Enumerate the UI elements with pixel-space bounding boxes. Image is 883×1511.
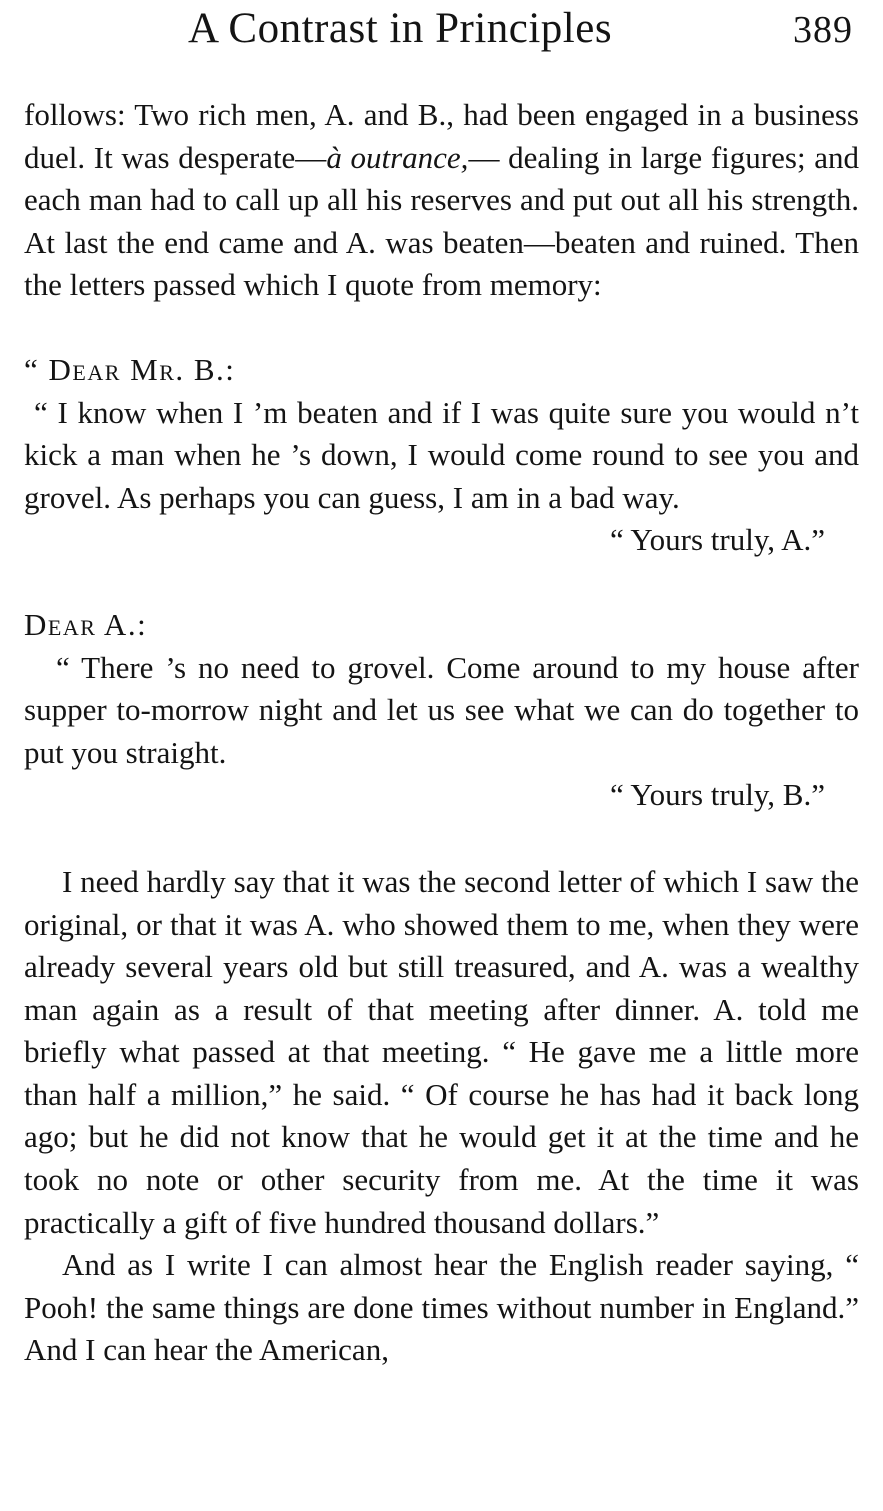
page-header — [0, 4, 883, 56]
paragraph-second-letter: I need hardly say that it was the second letter of which I saw the original, or that it was A. who showed them to me, when they were already several years old but still treasured, and A. was a wealthy man again as a result of that meeting after dinner. A. told me briefly what passed at that meeting. “ He gave me a little more than half a million,” he said. “ Of course he has had it back long ago; but he did not know that he would get it at the time and he took no note or other security from me. At the time it was practically a gift of five hundred thousand dollars.” — [24, 863, 859, 1240]
letter-two-salutation: Dear A.: — [24, 606, 148, 642]
letter-one-body: “ I know when I ’m beaten and if I was quite sure you would n’t kick a man when he ’s down, I would come round to see you and grovel. As perhaps you can guess, I am in a bad way. — [24, 394, 859, 515]
running-title: A Contrast in Principles — [188, 5, 613, 52]
paragraph-opening-rest: — dealing in large figures; and each man had to call up all his reserves and put out all his strength. At last the end came and A. was beaten—beaten and ruined. Then the letters passed which I quote from memory: — [24, 139, 859, 303]
paragraph-opening — [24, 94, 859, 307]
letter-one-signature: “ Yours truly, A.” — [609, 522, 825, 558]
letter-two-body: “ There ’s no need to grovel. Come around to my house after supper to-morrow night and let us see what we can do together to put you straight. — [24, 649, 859, 770]
paragraph-opening-text: follows: Two rich men, A. and B., had been engaged in a business duel. It was desperate— — [24, 97, 859, 175]
page-body — [24, 94, 859, 1372]
letter-two-signature: “ Yours truly, B.” — [609, 777, 825, 813]
paragraph-english-reader: And as I write I can almost hear the English reader saying, “ Pooh! the same things are done times without number in England.” And I can hear the American, — [24, 1247, 859, 1368]
italic-phrase: à outrance, — [326, 139, 469, 175]
letter-one-salutation: “ Dear Mr. B.: — [24, 351, 236, 387]
page-number: 389 — [793, 9, 853, 51]
